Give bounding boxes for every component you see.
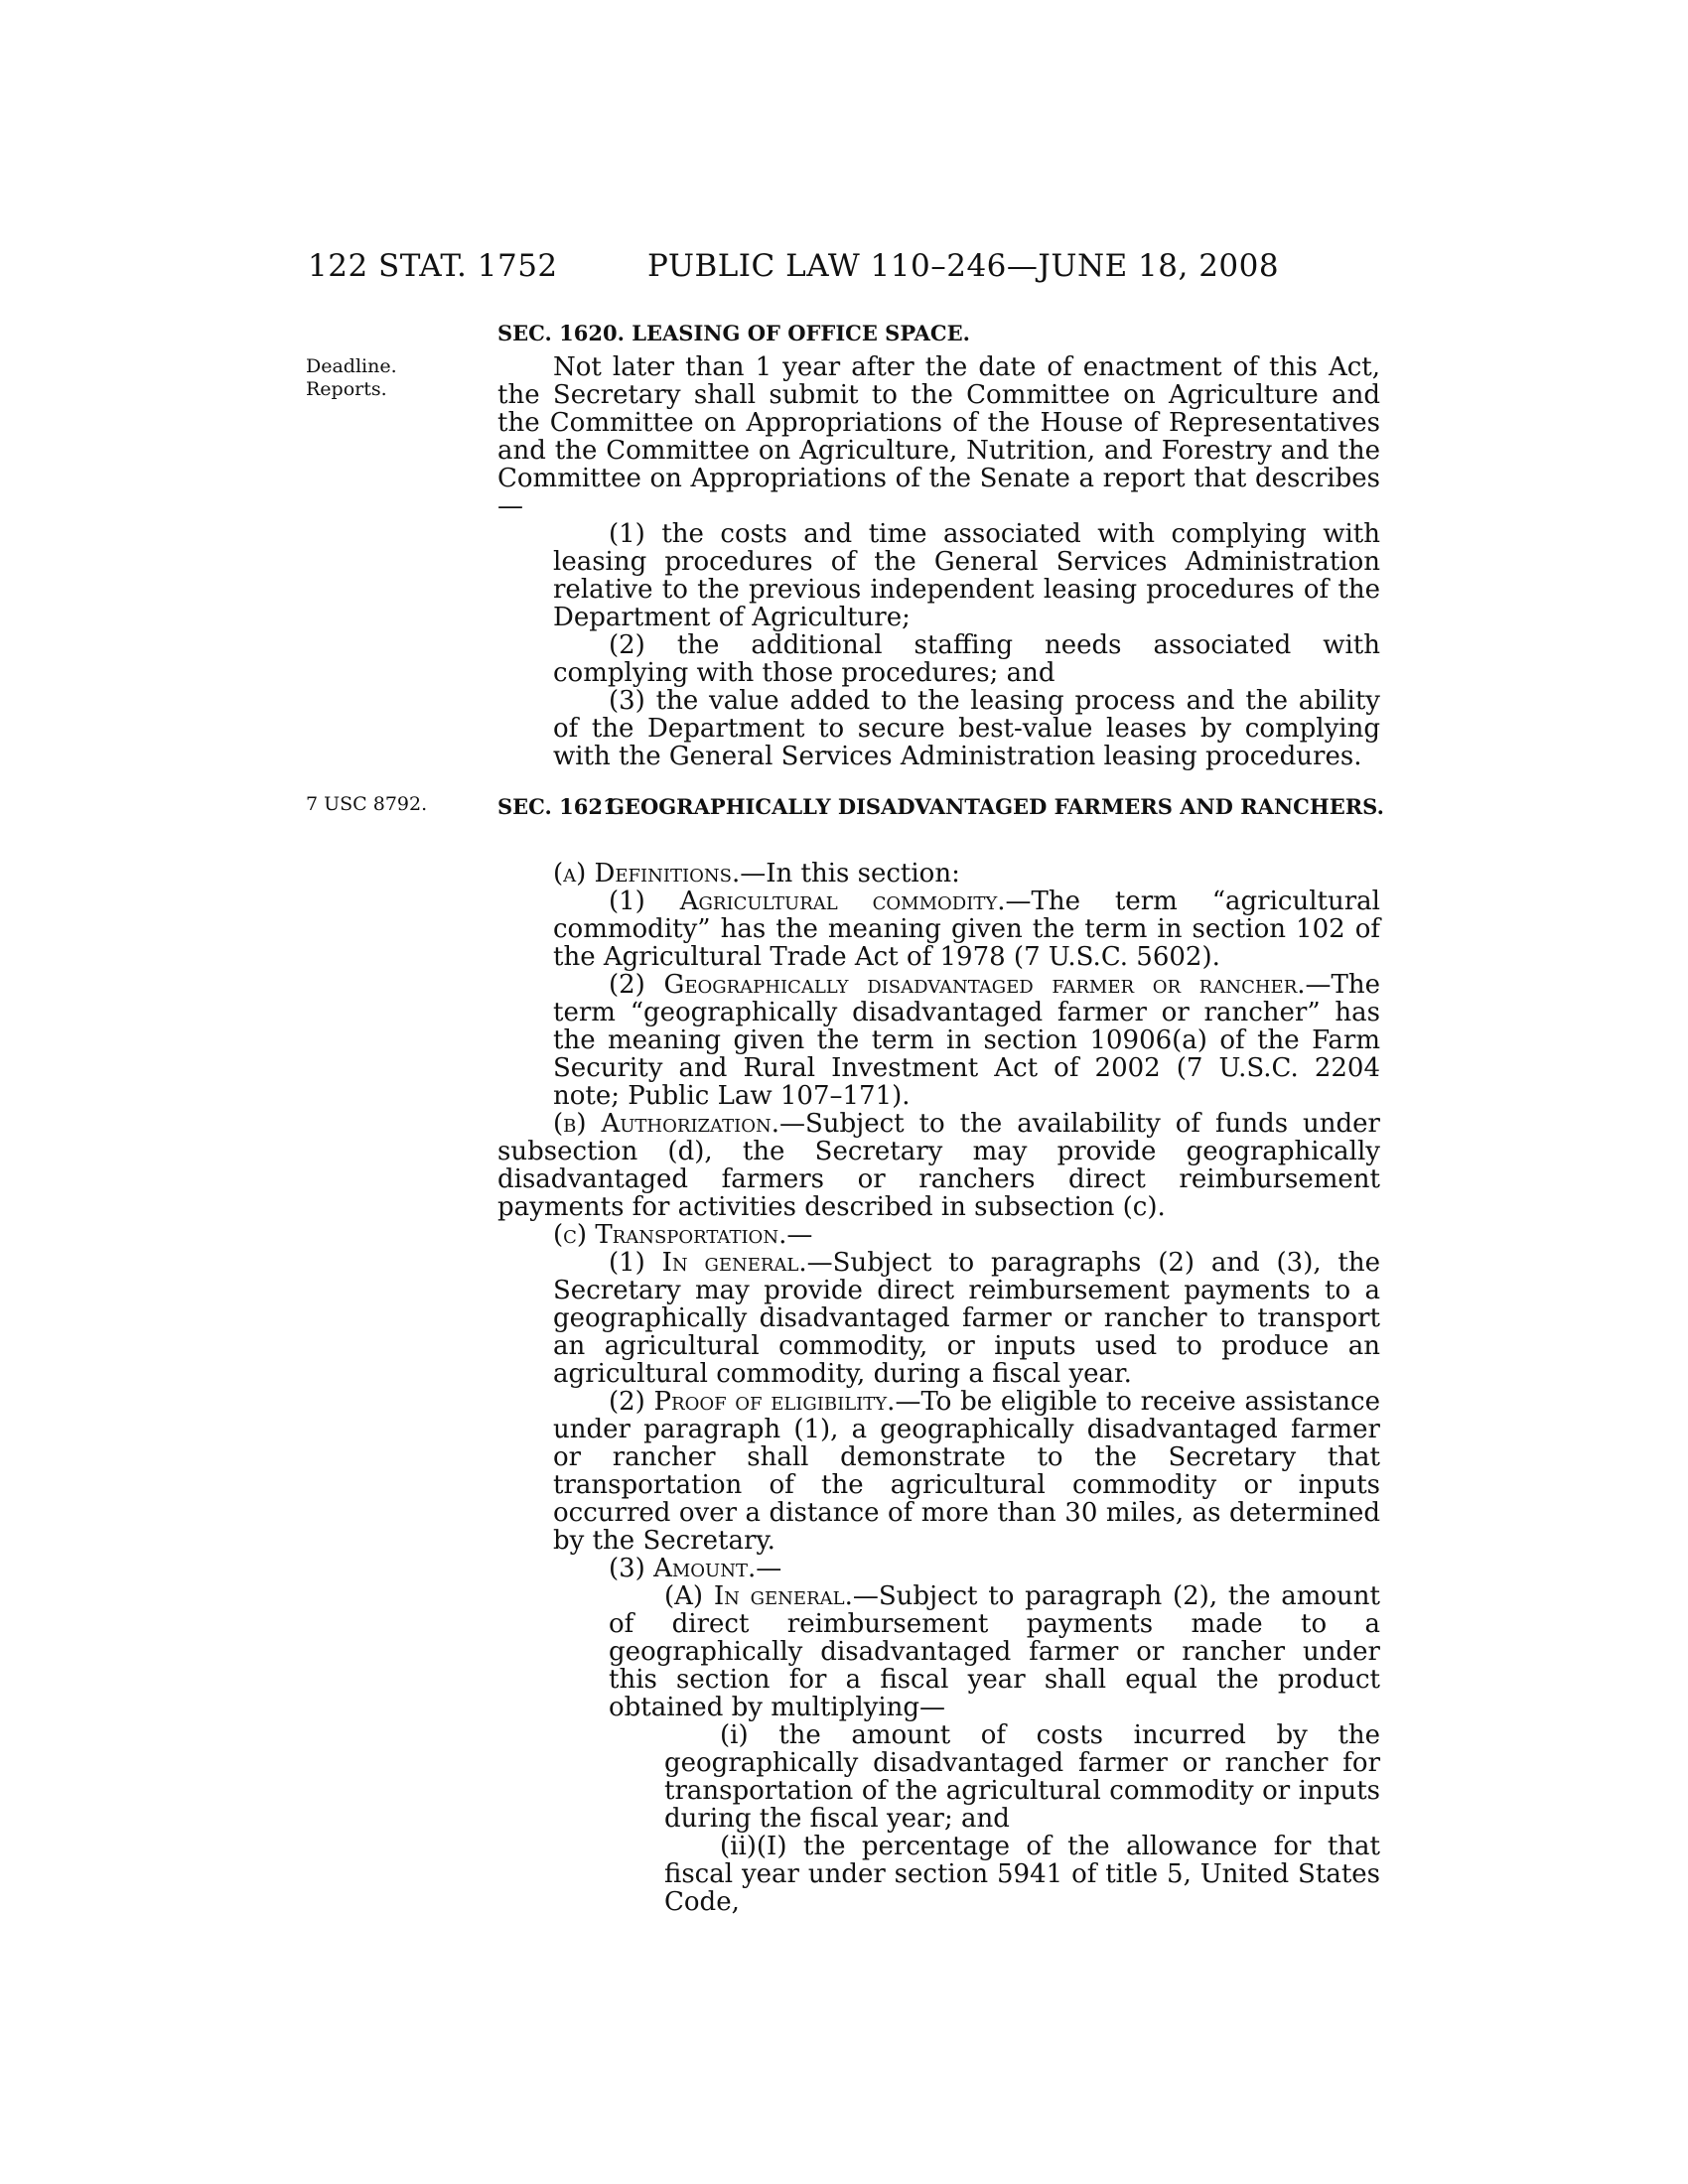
subparagraph-c3A-text: —Subject to paragraph (2), the amount of direct reimbursement payments made to a geographically disadvantaged farmer or rancher under this section for a fiscal year shall equal the product obtained by multiplying— [609,1581,1380,1722]
section-1621-body [497,860,1380,1916]
subsection-c-text: — [786,1220,813,1250]
paragraph-c3-heading: (3) Amount. [609,1554,757,1583]
margin-note-deadline: Deadline. [306,355,397,377]
section-1621-number: SEC. 1621. [497,794,625,819]
subsection-a-text: —In this section: [740,859,960,888]
paragraph-a2 [553,971,1380,1110]
paragraph-c1-text: —Subject to paragraphs (2) and (3), the Secretary may provide direct reimbursement payments to a geographically disadvantaged farmer or rancher to transport an agricultural commodity, or inputs used to produce an agricultural commodity, during a fiscal year. [553,1248,1380,1389]
paragraph-c2 [553,1388,1380,1555]
subparagraph-c3A-heading: (A) In general. [664,1581,853,1611]
section-1621-title: GEOGRAPHICALLY DISADVANTAGED FARMERS AND RANCHERS. [607,794,1384,819]
subsection-c-paragraphs [497,1249,1380,1916]
page-stat-number: 122 STAT. 1752 [308,248,558,284]
paragraph-a2-text: —The term “geographically disadvantaged farmer or rancher” has the meaning given the term in section 10906(a) of the Farm Security and Rural Investment Act of 2002 (7 U.S.C. 2204 note; Public Law 107–171). [553,970,1380,1111]
paragraph-c1-heading: (1) In general. [609,1248,807,1278]
subsection-b-text: —Subject to the availability of funds under subsection (d), the Secretary may provide geographically disadvantaged farmers or ranchers direct reimbursement payments for activities described in subsection (c). [497,1109,1380,1222]
paragraph-a1-text: —The term “agricultural commodity” has the meaning given the term in section 102 of the Agricultural Trade Act of 1978 (7 U.S.C. 5602). [553,887,1380,972]
subsection-c-heading: (c) Transportation. [553,1220,787,1250]
section-1620-body [497,353,1380,770]
section-1621-heading [497,794,1384,819]
paragraph-c2-text: —To be eligible to receive assistance under paragraph (1), a geographically disadvantaged farmer or rancher shall demonstrate to the Secretary that transportation of the agricultural commodity or inputs occurred over a distance of more than 30 miles, as determined by the Secretary. [553,1387,1380,1556]
section-1620-items [497,520,1380,770]
subsection-b [497,1110,1380,1221]
section-1620-intro: Not later than 1 year after the date of enactment of this Act, the Secretary shall submit to the Committee on Agriculture and the Committee on Appropriations of the House of Representatives and the Committee on Agriculture, Nutrition, and Forestry and the Committee on Appropriations of the Senate a report that describes— [497,352,1380,521]
margin-note-reports: Reports. [306,378,387,400]
subsection-b-heading: (b) Authorization. [553,1109,779,1139]
subparagraph-c3A [609,1582,1380,1721]
margin-note-usc: 7 USC 8792. [306,793,428,815]
paragraph-c3 [553,1555,1380,1582]
section-1620-heading: SEC. 1620. LEASING OF OFFICE SPACE. [497,321,970,345]
section-1620-item-2: (2) the additional staffing needs associated with complying with those procedures; and [553,630,1380,688]
section-1620-item-3: (3) the value added to the leasing process and the ability of the Department to secure best-value leases by complying with the General Services Administration leasing procedures. [553,686,1380,771]
paragraph-a1-heading: (1) Agricultural commodity. [609,887,1006,916]
paragraph-a2-heading: (2) Geographically disadvantaged farmer or rancher. [609,970,1306,1000]
paragraph-c2-heading: (2) Proof of eligibility. [609,1387,896,1417]
paragraph-c3-text: — [756,1554,782,1583]
subsection-a-heading: (a) Definitions. [553,859,741,888]
clause-c3Ai: (i) the amount of costs incurred by the geographically disadvantaged farmer or rancher for transportation of the agricultural commodity or inputs during the fiscal year; and [664,1720,1380,1834]
page-law-title: PUBLIC LAW 110–246—JUNE 18, 2008 [647,248,1280,284]
subsection-c [497,1221,1380,1249]
paragraph-c3-subparagraphs [553,1582,1380,1916]
subparagraph-c3A-clauses [609,1721,1380,1916]
clause-c3Aii: (ii)(I) the percentage of the allowance for that fiscal year under section 5941 of title 5, United States Code, [664,1832,1380,1917]
paragraph-a1 [553,887,1380,971]
subsection-a-paragraphs [497,887,1380,1110]
section-1620-item-1: (1) the costs and time associated with complying with leasing procedures of the General Services Administration relative to the previous independent leasing procedures of the Department of Agriculture; [553,519,1380,632]
paragraph-c1 [553,1249,1380,1388]
subsection-a [497,860,1380,887]
